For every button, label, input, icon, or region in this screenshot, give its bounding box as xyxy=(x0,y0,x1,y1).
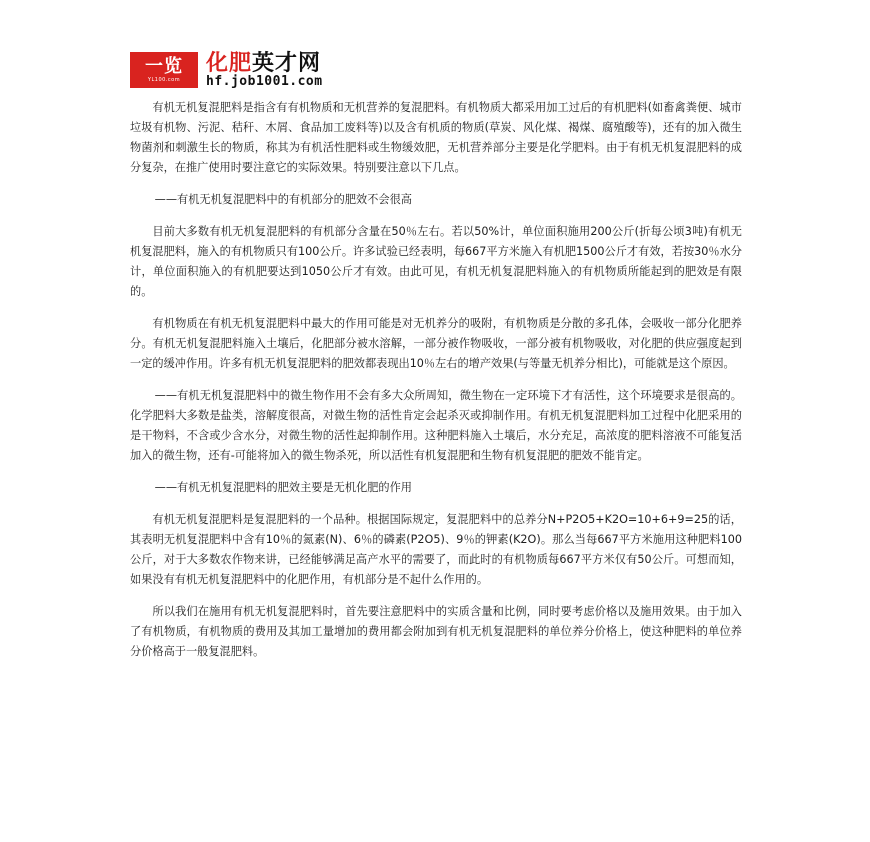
site-name-red: 化肥 xyxy=(206,50,253,76)
article-body xyxy=(130,98,742,674)
paragraph-conclusion: 所以我们在施用有机无机复混肥料时，首先要注意肥料中的实质含量和比例，同时要考虑价格以及施用效果。由于加入了有机物质，有机物质的费用及其加工量增加的费用都会附加到有机无机复混肥料的单位养分价格上，使这种肥料的单位养分价格高于一般复混肥料。 xyxy=(130,605,742,658)
paragraph-organic-adsorption: 有机物质在有机无机复混肥料中最大的作用可能是对无机养分的吸附，有机物质是分散的多孔体，会吸收一部分化肥养分。有机无机复混肥料施入土壤后，化肥部分被水溶解，一部分被作物吸收，一部分被有机物吸收，对化肥的供应强度起到一定的缓冲作用。许多有机无机复混肥料的肥效都表现出10％左右的增产效果(与等量无机养分相比)，可能就是这个原因。 xyxy=(130,317,742,370)
logo-text: 一览 xyxy=(145,55,183,77)
section-heading-organic: ——有机无机复混肥料中的有机部分的肥效不会很高 xyxy=(154,193,412,206)
site-branding xyxy=(206,52,323,89)
paragraph-nutrients: 有机无机复混肥料是复混肥料的一个品种。根据国际规定，复混肥料中的总养分N+P2O5+K2O=10+6+9=25的话，其表明无机复混肥料中含有10％的氮素(N)、6％的磷素(P2O5)、9％的钾素(K2O)。那么当每667平方米施用这种肥料100公斤，对于大多数农作物来讲，已经能够满足高产水平的需要了，而此时的有机物质每667平方米仅有50公斤。可想而知，如果没有有机无机复混肥料中的化肥作用，有机部分是不起什么作用的。 xyxy=(130,513,742,586)
section-heading-inorganic: ——有机无机复混肥料的肥效主要是无机化肥的作用 xyxy=(154,481,412,494)
logo-subtext: YL100.com xyxy=(147,76,181,83)
paragraph-microbes: ——有机无机复混肥料中的微生物作用不会有多大众所周知，微生物在一定环境下才有活性，这个环境要求是很高的。化学肥料大多数是盐类，溶解度很高，对微生物的活性肯定会起杀灭或抑制作用。有机无机复混肥料加工过程中化肥采用的是干物料，不含或少含水分，对微生物的活性起抑制作用。这种肥料施入土壤后，水分充足，高浓度的肥料溶液不可能复活加入的微生物，还有-可能将加入的微生物杀死，所以活性有机复混肥和生物有机复混肥的肥效不能肯定。 xyxy=(130,389,742,462)
site-logo[interactable] xyxy=(130,52,198,88)
paragraph-organic-content: 目前大多数有机无机复混肥料的有机部分含量在50％左右。若以50%计，单位面积施用200公斤(折每公顷3吨)有机无机复混肥料，施入的有机物质只有100公斤。许多试验已经表明，每667平方米施入有机肥1500公斤才有效，若按30％水分计，单位面积施入的有机肥要达到1050公斤才有效。由此可见，有机无机复混肥料施入的有机物质所能起到的肥效是有限的。 xyxy=(130,225,742,298)
site-header xyxy=(130,50,323,90)
paragraph-intro: 有机无机复混肥料是指含有有机物质和无机营养的复混肥料。有机物质大都采用加工过后的有机肥料(如畜禽粪便、城市垃圾有机物、污泥、秸秆、木屑、食品加工废料等)以及含有机质的物质(草炭、风化煤、褐煤、腐殖酸等)，还有的加入微生物菌剂和刺激生长的物质，称其为有机活性肥料或生物缓效肥，无机营养部分主要是化学肥料。由于有机无机复混肥料的成分复杂，在推广使用时要注意它的实际效果。特别要注意以下几点。 xyxy=(130,101,742,174)
site-name-black: 英才网 xyxy=(252,50,322,76)
site-name xyxy=(206,52,323,75)
site-url[interactable]: hf.job1001.com xyxy=(206,73,323,89)
